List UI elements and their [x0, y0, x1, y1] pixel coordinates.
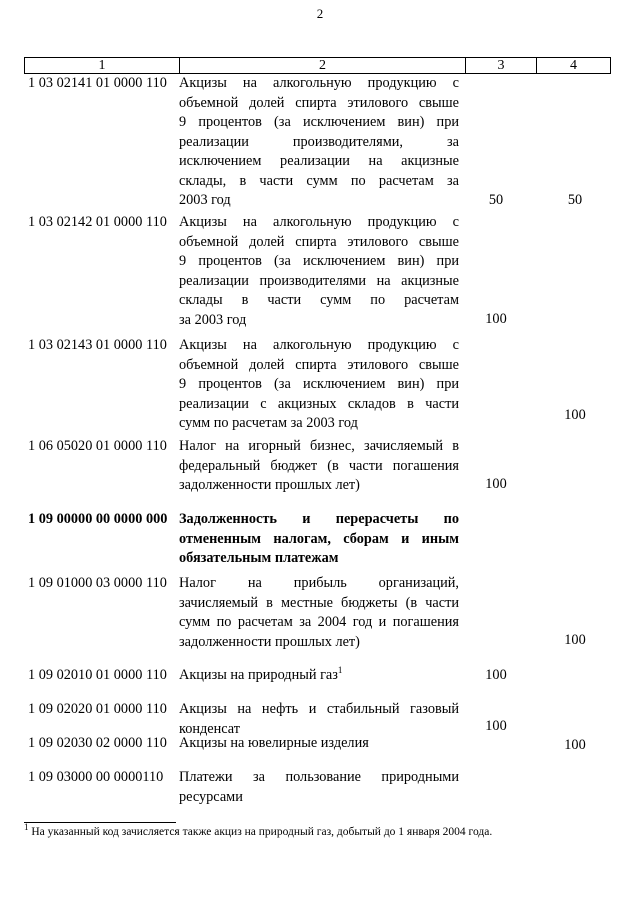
budget-code: 1 09 02020 01 0000 110: [28, 701, 167, 717]
description-line: [179, 666, 459, 686]
budget-code: 1 09 03000 00 0000110: [28, 769, 164, 785]
description-line: Акцизы на алкогольную продукцию с: [179, 75, 459, 91]
description-line: задолженности прошлых лет): [179, 477, 360, 493]
budget-code: 1 09 02010 01 0000 110: [28, 667, 167, 683]
footnote-text: На указанный код зачисляется также акциз на природный газ, добытый до 1 января 2004 года.: [28, 826, 493, 838]
description-line: сумм по расчетам за 2004 год и погашения: [179, 614, 459, 630]
footnote-separator: [24, 822, 176, 823]
page-number: 2: [316, 6, 324, 21]
column-header-4: 4: [537, 58, 611, 74]
description-line: реализации производителями на акцизные: [179, 272, 459, 289]
budget-code: 1 06 05020 01 0000 110: [28, 438, 167, 454]
description-line: Акцизы на алкогольную продукцию с: [179, 337, 459, 353]
description-line: зачисляемый в местные бюджеты (в части: [179, 594, 459, 611]
description-line: объемной долей спирта этилового свыше: [179, 356, 459, 373]
description-line: 9 процентов (за исключением вин) при: [179, 253, 459, 269]
budget-code: 1 09 02030 02 0000 110: [28, 735, 167, 751]
budget-code: 1 03 02141 01 0000 110: [28, 75, 167, 91]
budget-code: 1 03 02143 01 0000 110: [28, 337, 167, 353]
column-header-table: [24, 57, 611, 74]
description-line: Задолженность и перерасчеты по: [179, 511, 459, 527]
description-line: 2003 год: [179, 192, 231, 208]
description-line: склады, в части сумм по расчетам за: [179, 172, 459, 189]
column-header-row: [25, 58, 611, 74]
footnote-mark: 1: [24, 822, 29, 833]
column-header-3: 3: [466, 58, 537, 74]
column-header-1: 1: [25, 58, 180, 74]
description-line: исключением реализации на акцизные: [179, 153, 459, 169]
description-line: задолженности прошлых лет): [179, 633, 360, 650]
description-line: 9 процентов (за исключением вин) при: [179, 114, 459, 130]
description-line: сумм по расчетам за 2003 год: [179, 415, 358, 431]
value-col3: 100: [485, 311, 507, 327]
description-line: Акцизы на алкогольную продукцию с: [179, 214, 459, 230]
row-description: [179, 574, 459, 652]
value-col4: 100: [564, 407, 586, 423]
column-header-2: 2: [180, 58, 466, 74]
row-description: [179, 437, 459, 496]
description-text: Акцизы на природный газ: [179, 667, 338, 683]
footnote: [24, 822, 493, 838]
row-description: [179, 666, 459, 686]
description-line: Платежи за пользование природными: [179, 769, 459, 785]
budget-code: 1 09 01000 03 0000 110: [28, 575, 167, 591]
row-description: [179, 768, 459, 807]
budget-code: 1 09 00000 00 0000 000: [28, 511, 168, 527]
description-line: объемной долей спирта этилового свыше: [179, 94, 459, 111]
description-line: объемной долей спирта этилового свыше: [179, 233, 459, 250]
value-col3: 100: [485, 667, 507, 683]
description-line: за 2003 год: [179, 311, 247, 328]
description-line: реализации с акцизных складов в части: [179, 395, 459, 412]
row-description: [179, 213, 459, 330]
budget-code: 1 03 02142 01 0000 110: [28, 214, 167, 230]
description-line: отмененным налогам, сборам и иным: [179, 530, 459, 547]
row-description: [179, 510, 459, 569]
value-col4: 100: [564, 632, 586, 648]
value-col4: 50: [567, 192, 583, 208]
description-line: конденсат: [179, 720, 241, 737]
description-line: Акцизы на ювелирные изделия: [179, 735, 369, 751]
description-line: федеральный бюджет (в части погашения: [179, 457, 459, 474]
description-line: 9 процентов (за исключением вин) при: [179, 376, 459, 392]
value-col4: 100: [564, 737, 586, 753]
value-col3: 50: [488, 192, 504, 208]
row-description: [179, 336, 459, 434]
value-col3: 100: [485, 718, 507, 734]
description-line: склады в части сумм по расчетам: [179, 292, 459, 308]
value-col3: 100: [485, 476, 507, 492]
description-line: ресурсами: [179, 788, 243, 805]
row-description: [179, 734, 459, 754]
description-line: Налог на прибыль организаций,: [179, 575, 459, 591]
description-line: Налог на игорный бизнес, зачисляемый в: [179, 438, 459, 454]
footnote-reference: 1: [337, 665, 343, 676]
description-line: обязательным платежам: [179, 550, 339, 566]
description-line: реализации производителями, за: [179, 133, 459, 150]
row-description: [179, 74, 459, 211]
description-line: Акцизы на нефть и стабильный газовый: [179, 701, 459, 717]
